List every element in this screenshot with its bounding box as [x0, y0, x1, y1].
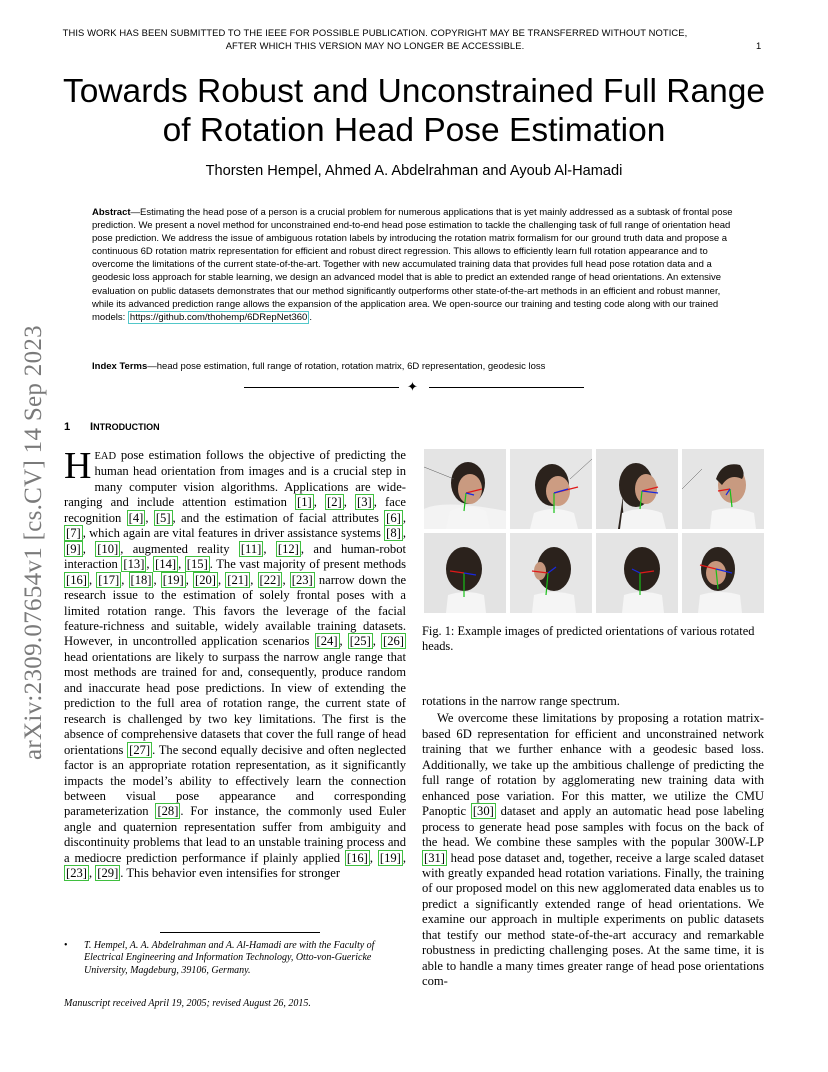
citation-link[interactable]: [23] [291, 572, 313, 587]
index-terms-label: Index Terms [92, 361, 148, 372]
intro-paragraph-2 [422, 711, 764, 989]
citation-link[interactable]: [14] [155, 557, 177, 572]
body-text: , [153, 572, 161, 587]
body-text: , [369, 850, 378, 865]
head-pose-image-1 [424, 449, 506, 529]
head-pose-image-6 [510, 533, 592, 613]
citation-link[interactable]: [19] [162, 572, 184, 587]
citation-link[interactable]: [16] [346, 850, 368, 865]
body-text: . The vast majority of present methods [209, 557, 407, 572]
section-title-rest: NTRODUCTION [93, 422, 160, 432]
body-text: , [402, 850, 407, 865]
citation-link[interactable]: [2] [327, 495, 342, 510]
title-line-2: of Rotation Head Pose Estimation [162, 112, 666, 149]
head-pose-image-8 [682, 533, 764, 613]
page-number: 1 [756, 40, 762, 51]
citation-link[interactable]: [9] [66, 541, 81, 556]
body-text: , [88, 572, 97, 587]
citation-link[interactable]: [20] [195, 572, 216, 587]
citation-link[interactable]: [16] [66, 572, 87, 587]
citation-link[interactable]: [21] [227, 572, 249, 587]
citation-link[interactable]: [8] [386, 526, 401, 541]
body-text: , [339, 634, 348, 649]
citation-link[interactable]: [10] [97, 541, 119, 556]
index-terms-text: —head pose estimation, full range of rotation, rotation matrix, 6D representation, geodesic loss [147, 361, 546, 372]
manuscript-dates: Manuscript received April 19, 2005; revised August 26, 2015. [64, 998, 311, 1009]
affiliation-footnote [64, 940, 406, 977]
body-text: pose estimation follows the objective of predicting the human head orientation from images and is a crucial step in many computer vision algorithms. Applications are wide-ranging and include attention estimation [64, 448, 406, 510]
body-text: , [402, 510, 407, 525]
citation-link[interactable]: [27] [129, 742, 151, 757]
submission-notice [50, 26, 700, 52]
notice-line-1: THIS WORK HAS BEEN SUBMITTED TO THE IEEE FOR POSSIBLE PUBLICATION. COPYRIGHT MAY BE TRANSFERRED WITHOUT NOTICE, [62, 27, 688, 38]
citation-link[interactable]: [17] [98, 572, 120, 587]
body-text: We overcome these limitations by proposing a rotation matrix-based 6D representation for efficient and unconstrained network training that we further enhance with a geodesic based loss. Additionally, we take up the ambitious challenge of predicting the full range of rotation by agglomerating new training data with enhanced pose variation. For this matter, we utilize the CMU Panoptic [422, 711, 764, 819]
section-heading [64, 421, 160, 433]
body-text: . The second equally decisive and often neglected factor is an appropriate rotation representation, as it significantly impacts the model’s ability to effectively learn the connection between visual pose appearance and corresponding parameterization [64, 742, 406, 819]
body-text: , [185, 572, 193, 587]
citation-link[interactable]: [19] [379, 850, 401, 865]
separator-rule-right [429, 387, 584, 388]
section-number: 1 [64, 421, 71, 433]
github-link[interactable]: https://github.com/thohemp/6DRepNet360 [129, 311, 308, 323]
body-text: . This behavior even intensifies for stronger [120, 866, 341, 881]
body-text: , [263, 541, 276, 556]
citation-link[interactable]: [1] [297, 495, 312, 510]
separator-rule-left [244, 387, 399, 388]
continuation-text: rotations in the narrow range spectrum. [422, 694, 620, 708]
citation-link[interactable]: [22] [259, 572, 281, 587]
footnote-rule [160, 932, 320, 933]
body-text: head pose dataset and, together, receive a large scaled dataset with greatly expanded head rotation variations. Finally, the training of our proposed model on this new agglomerated data enables us to predict a significantly extended range of head orientations. We examine our approach in multiple experiments on public datasets that testify our method state-of-the-art accuracy and remarkable robustness in predicting challenging poses. At the same time, it is able to handle a many times greater range of head pose orientations com- [422, 850, 764, 989]
citation-link[interactable]: [23] [66, 866, 87, 881]
title-line-1: Towards Robust and Unconstrained Full Range [62, 73, 766, 110]
body-text: , [82, 541, 96, 556]
citation-link[interactable]: [11] [240, 541, 262, 556]
citation-link[interactable]: [4] [128, 510, 144, 525]
arxiv-stamp: arXiv:2309.07654v1 [cs.CV] 14 Sep 2023 [20, 325, 47, 760]
body-text: , [402, 526, 406, 541]
body-text: , [178, 557, 185, 572]
abstract [92, 206, 738, 324]
citation-link[interactable]: [31] [424, 850, 445, 865]
head-pose-image-4 [682, 449, 764, 529]
intro-left-column [64, 445, 407, 882]
body-text: , and the estimation of facial attributes [172, 510, 385, 525]
separator-diamond-icon: ✦ [407, 379, 418, 394]
citation-link[interactable]: [15] [186, 557, 208, 572]
citation-link[interactable]: [5] [155, 510, 171, 525]
body-text: , [217, 572, 226, 587]
head-pose-image-7 [596, 533, 678, 613]
lead-smallcaps: EAD [94, 451, 117, 462]
abstract-text: —Estimating the head pose of a person is a crucial problem for numerous applications that is yet mainly addressed as a subtask of frontal pose prediction. We present a novel method for unconstrained end-to-end head pose estimation to tackle the challenging task of full range of orientation head pose prediction. We address the issue of ambiguous rotation labels by introducing the rotation matrix formalism for our ground truth data and propose a continuous 6D rotation matrix representation for efficient and robust direct regression. This allows to efficiently learn full rotation appearance and to overcome the limitations of the current state-of-the-art. Together with new accumulated training data that provides full head pose rotation data and a geodesic loss approach for stable learning, we design an advanced model that is able to predict an extended range of head orientations. An extensive evaluation on public datasets demonstrates that our method significantly outperforms other state-of-the-art methods in an efficient and robust manner, while its advanced prediction range allows the expansion of the application area. We open-source our training and testing code along with our trained models: [92, 207, 733, 323]
footnote-bullet: • [64, 940, 68, 951]
body-text: , [146, 557, 154, 572]
body-text: , [88, 866, 96, 881]
citation-link[interactable]: [26] [383, 634, 404, 649]
citation-link[interactable]: [28] [157, 804, 179, 819]
figure-1-caption: Fig. 1: Example images of predicted orientations of various rotated heads. [422, 624, 755, 654]
body-text: . For instance, the commonly used Euler angle and quaternion representation suffer from ambiguity and discontinuity problems that lead to an unstable training process and a mediocre prediction performance if plainly applied [64, 804, 406, 865]
body-text: , [250, 572, 258, 587]
body-text: narrow down the research issue to the estimation of solely frontal poses with a limited rotation range. This favors the leverage of the facial feature-richness and suitable, widely available training datasets. However, in uncontrolled application scenarios [64, 572, 407, 649]
intro-right-column [422, 694, 764, 990]
body-text: , [282, 572, 290, 587]
citation-link[interactable]: [12] [277, 541, 299, 556]
citation-link[interactable]: [25] [349, 634, 371, 649]
head-pose-image-5 [424, 533, 506, 613]
section-title-first: I [90, 421, 94, 433]
head-pose-image-2 [510, 449, 592, 529]
body-text: dataset and apply an automatic head pose labeling process to generate head pose samples with focus on the back of the head. We combine these samples with the popular 300W-LP [422, 804, 764, 850]
abstract-label: Abstract [92, 207, 131, 218]
intro-paragraph-1 [64, 445, 407, 881]
citation-link[interactable]: [6] [386, 510, 401, 525]
citation-link[interactable]: [29] [97, 866, 119, 881]
body-text: , augmented reality [120, 541, 239, 556]
citation-link[interactable]: [13] [123, 557, 145, 572]
citation-link[interactable]: [30] [472, 804, 494, 819]
footnote-text: T. Hempel, A. A. Abdelrahman and A. Al-Hamadi are with the Faculty of Electrical Engineering and Information Technology, Otto-von-Guericke University, Magdeburg, 39106, Germany. [84, 940, 375, 976]
notice-line-2: AFTER WHICH THIS VERSION MAY NO LONGER BE ACCESSIBLE. [225, 40, 525, 51]
figure-1-image-grid [424, 449, 764, 613]
body-text: , and human-robot interaction [64, 541, 406, 572]
body-text: , [313, 495, 326, 510]
section-separator [244, 380, 584, 394]
authors: Thorsten Hempel, Ahmed A. Abdelrahman and Ayoub Al-Hamadi [205, 163, 623, 179]
body-text: , [372, 634, 382, 649]
index-terms [92, 360, 738, 373]
citation-link[interactable]: [7] [66, 526, 81, 541]
body-text: , [121, 572, 129, 587]
paper-title [40, 72, 788, 150]
drop-cap: H [64, 445, 92, 487]
head-pose-image-3 [596, 449, 678, 529]
citation-link[interactable]: [18] [130, 572, 152, 587]
body-text: , which again are vital features in driver assistance systems [82, 526, 385, 541]
citation-link[interactable]: [3] [357, 495, 372, 510]
abstract-end: . [309, 311, 312, 323]
body-text: head orientations are likely to surpass the narrow angle range that most methods are trained for and, consequently, produce random and inaccurate head pose predictions. In view of extending the prediction to the full area of rotation range, the current state of research is challenged by two key limitations. The first is the absence of comprehensive datasets that cover the full range of head orientations [64, 649, 406, 757]
body-text: , [145, 510, 154, 525]
body-text: , [343, 495, 356, 510]
citation-link[interactable]: [24] [316, 634, 338, 649]
body-text: , face recognition [64, 495, 407, 525]
